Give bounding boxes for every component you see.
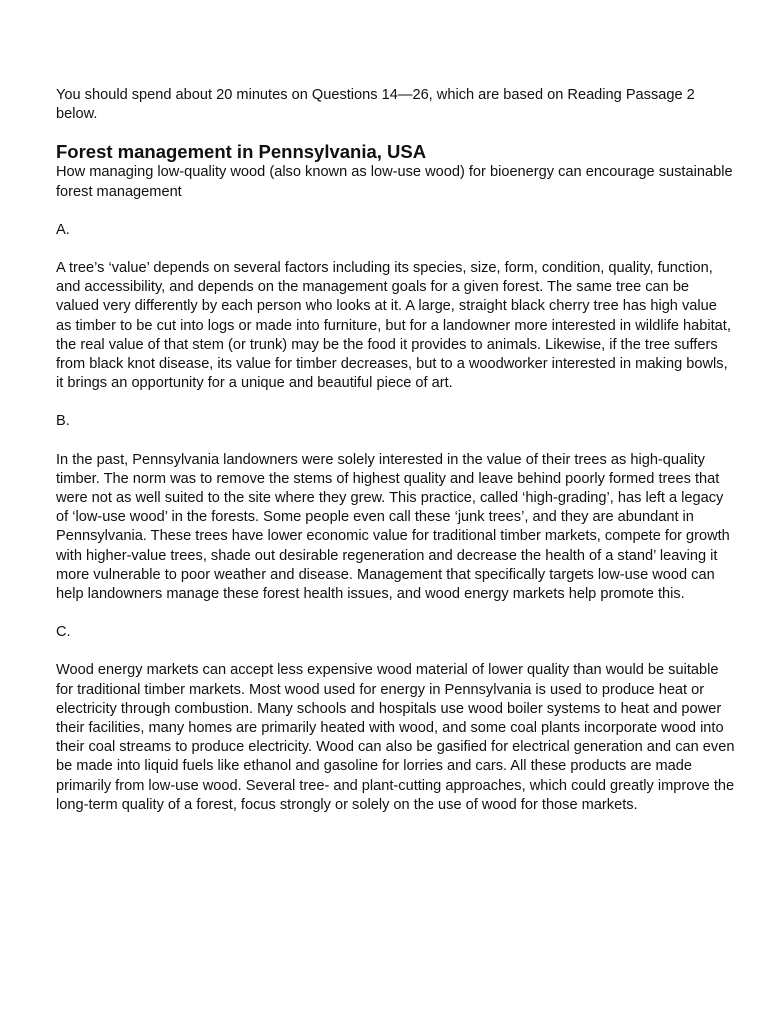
instructions-text: You should spend about 20 minutes on Questions 14—26, which are based on Reading Passage 2 below.	[56, 87, 695, 123]
reading-passage	[56, 86, 736, 834]
section-paragraph: Wood energy markets can accept less expensive wood material of lower quality than would be suitable for traditional timber markets. Most wood used for energy in Pennsylvania is used to produce heat or electricity through combustion. Many schools and hospitals use wood boiler systems to heat and power their facilities, many homes are primarily heated with wood, and some coal plants incorporate wood into their coal streams to produce electricity. Wood can also be gasified for electrical generation and can even be made into liquid fuels like ethanol and gasoline for lorries and cars. All these products are made primarily from low-use wood. Several tree- and plant-cutting approaches, which could greatly improve the long-term quality of a forest, focus strongly or solely on the use of wood for those markets.	[56, 662, 735, 813]
section-c	[56, 623, 736, 815]
section-b	[56, 412, 736, 604]
section-a	[56, 221, 736, 394]
section-label: A.	[56, 221, 70, 238]
section-label: C.	[56, 624, 71, 641]
section-paragraph: A tree’s ‘value’ depends on several factors including its species, size, form, condition, quality, function, and accessibility, and depends on the management goals for a given forest. The same tree can be valued very differently by each person who looks at it. A large, straight black cherry tree has high value as timber to be cut into logs or made into furniture, but for a landowner more interested in wildlife habitat, the real value of that stem (or trunk) may be the food it provides to animals. Likewise, if the tree suffers from black knot disease, its value for timber decreases, but to a woodworker interested in making bowls, it brings an opportunity for a unique and beautiful piece of art.	[56, 260, 731, 392]
passage-subtitle: How managing low-quality wood (also known as low-use wood) for bioenergy can encourage sustainable forest management	[56, 164, 733, 200]
passage-title: Forest management in Pennsylvania, USA	[56, 141, 427, 163]
section-paragraph: In the past, Pennsylvania landowners were solely interested in the value of their trees as high-quality timber. The norm was to remove the stems of highest quality and leave behind poorly formed trees that were not as well suited to the site where they grew. This practice, called ‘high-grading’, has left a legacy of ‘low-use wood’ in the forests. Some people even call these ‘junk trees’, and they are abundant in Pennsylvania. These trees have lower economic value for traditional timber markets, compete for growth with higher-value trees, shade out desirable regeneration and decrease the health of a stand’ leaving it more vulnerable to poor weather and disease. Management that specifically targets low-use wood can help landowners manage these forest health issues, and wood energy markets help promote this.	[56, 451, 730, 603]
section-label: B.	[56, 413, 70, 430]
